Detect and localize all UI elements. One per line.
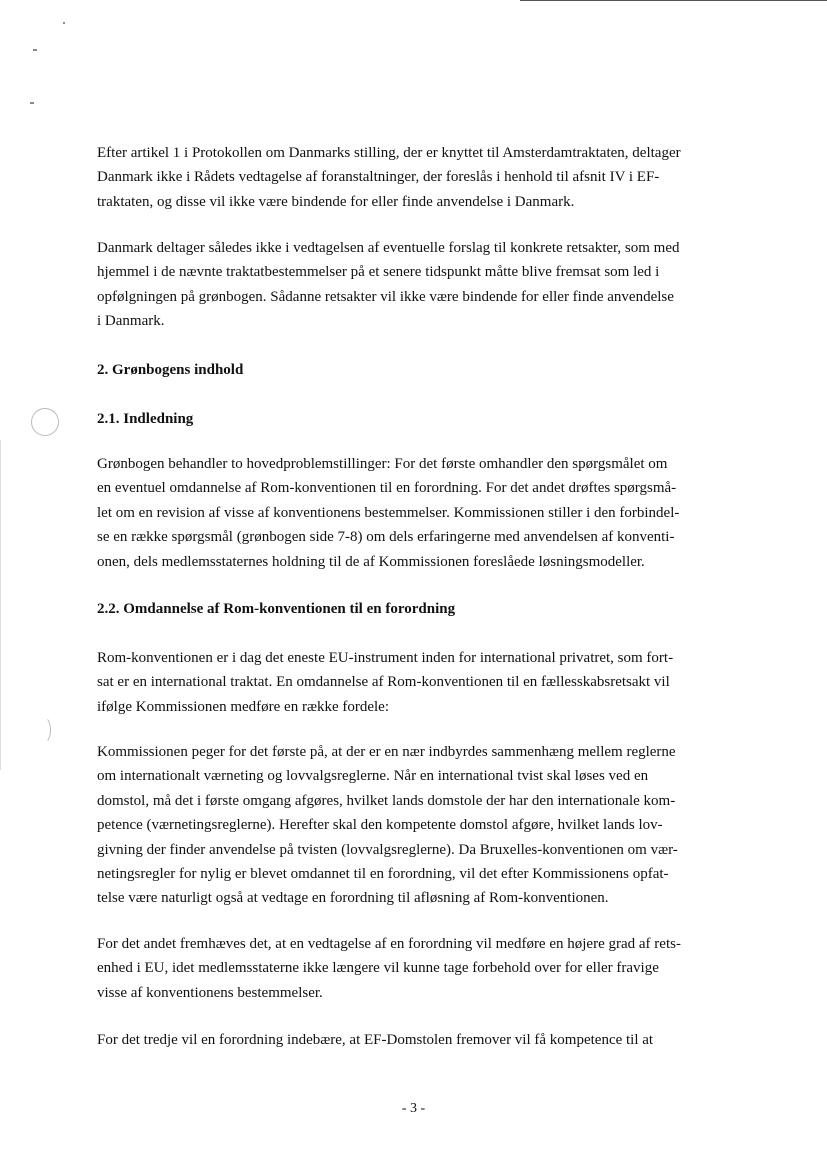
paragraph-second-argument [97, 932, 749, 1005]
punch-hole-mark [35, 716, 51, 744]
paragraph-text: Rom-konventionen er i dag det eneste EU-instrument inden for international privatret, som fort- sat er en international traktat. En omdannelse af Rom-konventionen til en fællesskabsretsakt vil ifølge Kommissionen medføre en række fordele: [97, 650, 674, 715]
section-heading [97, 358, 749, 382]
top-edge-rule [520, 0, 827, 1]
paragraph-text: Kommissionen peger for det første på, at der er en nær indbyrdes sammenhæng mellem reglerne om internationalt værneting og lovvalgsreglerne. Når en international tvist skal løses ved en domstol, må det i første omgang afgøres, hvilket lands domstole der har den internationale kom- petence (værnetingsreglerne). Herefter skal den kompetente domstol afgøre, hvilket lands lov- givning der finder anvendelse på tvisten (lovvalgsreglerne). Da Bruxelles-konventionen om vær- netingsregler for nylig er blevet omdannet til en forordning, vil det efter Kommissionens opfat- telse være naturligt også at vedtage en forordning til afløsning af Rom-konventionen. [97, 744, 678, 907]
scan-speck [30, 102, 34, 104]
paragraph-text: Efter artikel 1 i Protokollen om Danmarks stilling, der er knyttet til Amsterdamtraktaten, deltager Danmark ikke i Rådets vedtagelse af foranstaltninger, der foreslås i henhold til afsnit IV i EF- traktaten, og disse vil ikke være bindende for eller finde anvendelse i Danmark. [97, 145, 681, 210]
paragraph-protocol [97, 141, 749, 214]
paragraph-text: For det tredje vil en forordning indebære, at EF-Domstolen fremover vil få kompetence til at [97, 1032, 654, 1048]
paragraph-text: Grønbogen behandler to hovedproblemstillinger: For det første omhandler den spørgsmålet om en eventuel omdannelse af Rom-konventionen til en forordning. For det andet drøftes spørgsmå- let om en revision af visse af konventionens bestemmelser. Kommissionen stiller i den forbindel- se en række spørgsmål (grønbogen side 7-8) om dels erfaringerne med anvendelsen af konventi- onen, dels medlemsstaternes holdning til de af Kommissionen foreslåede løsningsmodeller. [97, 456, 680, 570]
scan-speck [63, 22, 65, 24]
paragraph-participation [97, 236, 749, 334]
paragraph-text: For det andet fremhæves det, at en vedtagelse af en forordning vil medføre en højere grad af rets- enhed i EU, idet medlemsstaterne ikke længere vil kunne tage forbehold over for eller fravige visse af konventionens bestemmelser. [97, 936, 681, 1001]
scan-left-edge [0, 440, 1, 770]
punch-hole-mark [31, 408, 59, 436]
subsection-heading-text: 2.2. Omdannelse af Rom-konventionen til en forordning [97, 601, 456, 617]
paragraph-text: Danmark deltager således ikke i vedtagelsen af eventuelle forslag til konkrete retsakter, som med hjemmel i de nævnte traktatbestemmelser på et senere tidspunkt måtte blive fremsat som led i opfølgningen på grønbogen. Sådanne retsakter vil ikke være bindende for eller finde anvendelse i Danmark. [97, 240, 680, 330]
paragraph-rome-convention [97, 646, 749, 719]
subsection-heading-text: 2.1. Indledning [97, 411, 194, 427]
paragraph-third-argument [97, 1028, 749, 1052]
subsection-heading [97, 407, 749, 431]
paragraph-first-argument [97, 740, 749, 911]
section-heading-text: 2. Grønbogens indhold [97, 362, 244, 378]
subsection-heading [97, 597, 749, 621]
paragraph-overview [97, 452, 749, 574]
page-number: - 3 - [401, 1101, 426, 1116]
scan-speck [33, 49, 37, 51]
